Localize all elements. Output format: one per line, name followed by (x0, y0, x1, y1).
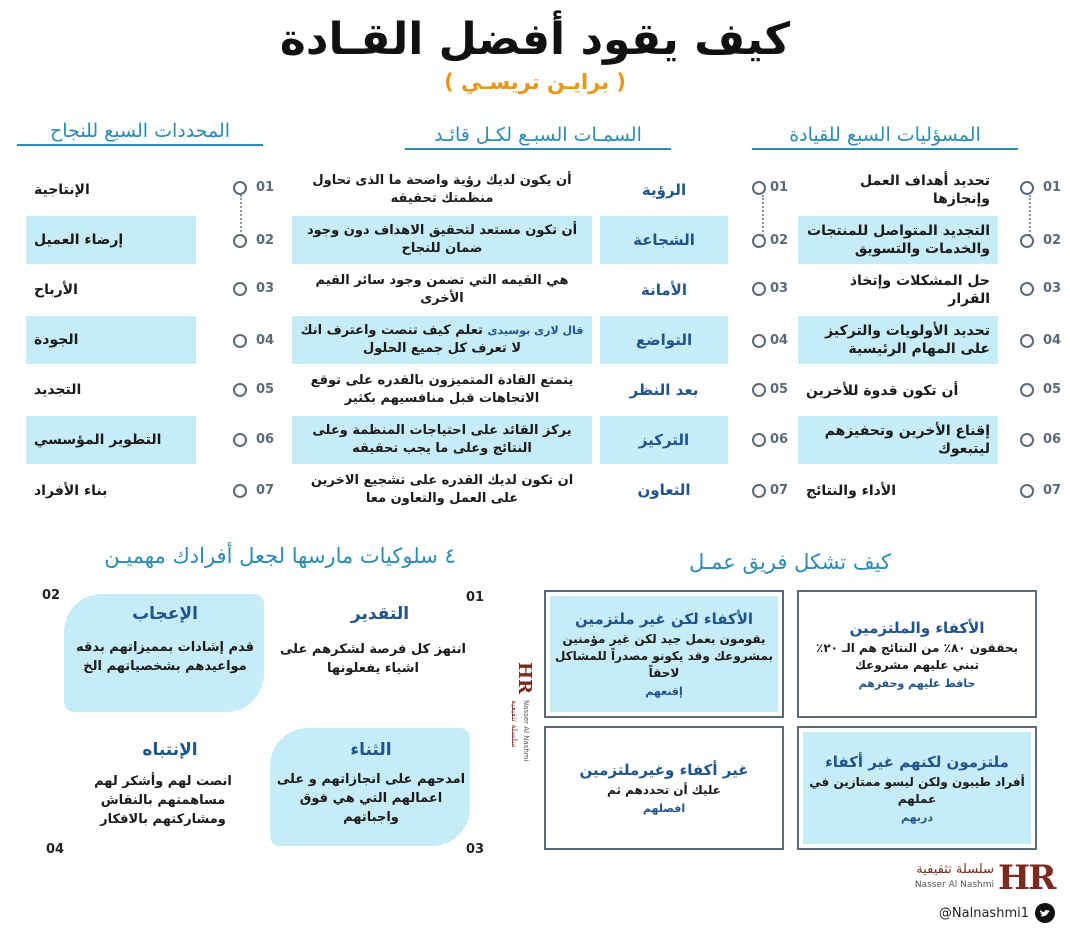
success-item: الأرباح (34, 282, 78, 298)
trait-description: يتمتع القادة المتميزون بالقدره على توقع الاتجاهات قبل منافسيهم بكثير (310, 373, 574, 406)
team-box-text: أفراد طيبون ولكن ليسو ممتازين في عملهم (809, 774, 1025, 806)
row-number: 01 (1043, 180, 1062, 195)
row-number: 02 (256, 233, 275, 248)
success-item: الإنتاجية (34, 182, 90, 198)
handle-text: @Nalnashmi1 (938, 905, 1029, 921)
row-number: 01 (256, 180, 275, 195)
responsibilities-heading (745, 124, 1025, 150)
team-box (797, 590, 1037, 718)
trait-description (292, 316, 592, 364)
bullet-circle-icon (752, 433, 766, 447)
trait-name: الرؤية (641, 181, 687, 199)
team-box-title: ملتزمون لكنهم غير أكفاء (825, 752, 1009, 771)
team-box-text: يحققون ٨٠٪ من النتائج هم الـ ٢٠٪ تبني عليهم مشروعك (816, 640, 1018, 672)
row-number: 01 (770, 180, 789, 195)
bullet-circle-icon (752, 181, 766, 195)
responsibilities-heading-text: المسؤليات السبع للقيادة (789, 124, 981, 146)
trait-name: التواضع (600, 316, 728, 364)
team-box (544, 726, 784, 850)
traits-heading-text: السمـات السبـع لكـل قائـد (434, 124, 642, 146)
row-number: 03 (770, 281, 789, 296)
row-number: 07 (256, 483, 275, 498)
responsibility-item: إقناع الأخرين وتحفيزهم ليتبعوك (798, 416, 998, 464)
row-number: 05 (256, 382, 275, 397)
team-box-title: الأكفاء لكن غير ملتزمين (574, 610, 754, 628)
heading-underline (405, 148, 671, 150)
bullet-circle-icon (752, 234, 766, 248)
series-name: سلسلة تثقيفية (916, 862, 994, 877)
row-number: 06 (770, 432, 789, 447)
svg-text:HR: HR (514, 662, 535, 694)
bullet-circle-icon (233, 433, 247, 447)
trait-description-text: تعلم كيف تنصت واعترف انك لا تعرف كل جميع الحلول (300, 323, 522, 356)
responsibility-item: الأداء والنتائج (806, 483, 897, 499)
bullet-circle-icon (233, 334, 247, 348)
row-number: 04 (256, 333, 275, 348)
bullet-circle-icon (752, 383, 766, 397)
team-box (797, 726, 1037, 850)
hr-logo-icon (502, 660, 536, 780)
team-box-action: افصلهم (642, 802, 686, 815)
bullet-circle-icon (1020, 433, 1034, 447)
twitter-handle[interactable] (905, 902, 1055, 924)
success-heading (10, 120, 270, 146)
heading-underline (17, 144, 263, 146)
behavior-text: قدم إشادات بمميزاتهم بدقه مواعيدهم بشخصياتهم الخ (75, 640, 255, 674)
responsibility-item: حل المشكلات وإتخاذ القرار (849, 273, 990, 307)
bullet-circle-icon (233, 181, 247, 195)
bullet-circle-icon (233, 234, 247, 248)
behavior-number: 04 (46, 842, 65, 857)
traits-heading (398, 124, 678, 150)
success-item: إرضاء العميل (26, 216, 196, 264)
trait-name: التركيز (600, 416, 728, 464)
behavior-number: 03 (466, 842, 485, 857)
behavior-title: الإنتباه (142, 740, 198, 760)
bullet-circle-icon (1020, 282, 1034, 296)
responsibility-item: تحديد أهداف العمل وإنجازها (859, 173, 990, 207)
team-box-inner (803, 732, 1031, 844)
trait-name: الأمانة (641, 281, 687, 299)
page-title: كيف يقود أفضل القـادة (279, 14, 791, 65)
trait-name: بعد النظر (629, 381, 699, 399)
team-box-text: يقومون بعمل جيد لكن غير مؤمنين بمشروعك وقد يكونو مصدراً للمشاكل لاحقاً (554, 632, 774, 680)
page-subtitle: ( برايـن تريسـي ) (444, 70, 626, 94)
row-number: 03 (256, 281, 275, 296)
row-number: 02 (1043, 233, 1062, 248)
success-heading-text: المحددات السبع للنجاح (50, 120, 230, 142)
behavior-text: امدحهم على انجازاتهم و على اعمالهم التي هي فوق واجباتهم (276, 772, 466, 825)
responsibility-item: تحديد الأولويات والتركيز على المهام الرئيسية (798, 316, 998, 364)
footer-logo (884, 858, 1054, 898)
row-number: 04 (1043, 333, 1062, 348)
row-number: 02 (770, 233, 789, 248)
team-box-inner (803, 596, 1031, 712)
behavior-text: انصت لهم وأشكر لهم مساهمتهم بالنقاش ومشاركتهم بالافكار (94, 774, 232, 827)
trait-name: التعاون (637, 481, 691, 499)
bullet-circle-icon (1020, 383, 1034, 397)
success-item: الجودة (26, 316, 196, 364)
success-item: التطوير المؤسسي (26, 416, 196, 464)
team-box-action: دربهم (901, 810, 933, 824)
hr-logo: HR (998, 858, 1055, 898)
trait-name: الشجاعة (600, 216, 728, 264)
behavior-text: انتهز كل فرصة لشكرهم على اشياء يفعلونها (280, 642, 466, 676)
trait-description: أن تكون مستعد لتحقيق الاهداف دون وجود ضمان للنجاح (292, 216, 592, 264)
bullet-circle-icon (1020, 181, 1034, 195)
bullet-circle-icon (233, 484, 247, 498)
bullet-circle-icon (752, 484, 766, 498)
quote-attribution: قال لارى بوسيدى (487, 324, 584, 337)
success-item: بناء الأفراد (34, 483, 108, 499)
team-box-title: الأكفاء والملتزمين (849, 618, 985, 637)
trait-description: ان تكون لديك القدره على تشجيع الاخرين على العمل والتعاون معا (310, 473, 574, 506)
vertical-hr-logo (502, 660, 536, 780)
bullet-circle-icon (752, 334, 766, 348)
heading-underline (752, 148, 1018, 150)
bullet-circle-icon (752, 282, 766, 296)
row-number: 06 (256, 432, 275, 447)
behavior-title: التقدير (350, 604, 410, 624)
trait-description: هي القيمه التي تضمن وجود سائر القيم الأخرى (315, 273, 569, 306)
team-box-inner (550, 732, 778, 844)
team-box-title: غير أكفاء وغيرملتزمين (579, 761, 749, 779)
responsibility-item: أن تكون قدوة للأخرين (806, 383, 959, 399)
responsibility-item: التجديد المتواصل للمنتجات والخدمات والتسويق (798, 216, 998, 264)
team-box-action: إقنعهم (645, 685, 683, 698)
bullet-circle-icon (1020, 234, 1034, 248)
trait-description: يركز القائد على احتياجات المنظمة وعلى النتائج وعلى ما يجب تحقيقه (292, 416, 592, 464)
behavior-title: الثناء (350, 740, 392, 760)
twitter-bird-icon (1035, 903, 1055, 923)
success-item: التجديد (34, 382, 82, 398)
team-box (544, 590, 784, 718)
row-number: 05 (770, 382, 789, 397)
team-box-text: عليك أن تحددهم ثم (607, 783, 721, 797)
behavior-number: 01 (466, 590, 485, 605)
bullet-circle-icon (1020, 334, 1034, 348)
team-box-inner (550, 596, 778, 712)
row-number: 07 (770, 483, 789, 498)
team-heading: كيف تشكل فريق عمـل (689, 550, 891, 574)
row-number: 03 (1043, 281, 1062, 296)
behavior-number: 02 (42, 588, 61, 603)
bullet-circle-icon (233, 383, 247, 397)
row-number: 04 (770, 333, 789, 348)
svg-text:Nasser Al Nashmi: Nasser Al Nashmi (522, 700, 530, 762)
team-box-action: حافظ عليهم وحفزهم (858, 676, 976, 690)
trait-description: أن يكون لديك رؤية واضحة ما الذى تحاول منظمتك تحقيقه (312, 173, 572, 206)
behavior-title: الإعجاب (132, 604, 198, 624)
bullet-circle-icon (1020, 484, 1034, 498)
svg-text:سلسلة تثقيفية: سلسلة تثقيفية (510, 700, 519, 748)
bullet-circle-icon (233, 282, 247, 296)
row-number: 06 (1043, 432, 1062, 447)
behaviors-heading: ٤ سلوكيات مارسها لجعل أفرادك مهميـن (104, 544, 456, 568)
row-number: 05 (1043, 382, 1062, 397)
author-name: Nasser Al Nashmi (914, 880, 994, 890)
row-number: 07 (1043, 483, 1062, 498)
